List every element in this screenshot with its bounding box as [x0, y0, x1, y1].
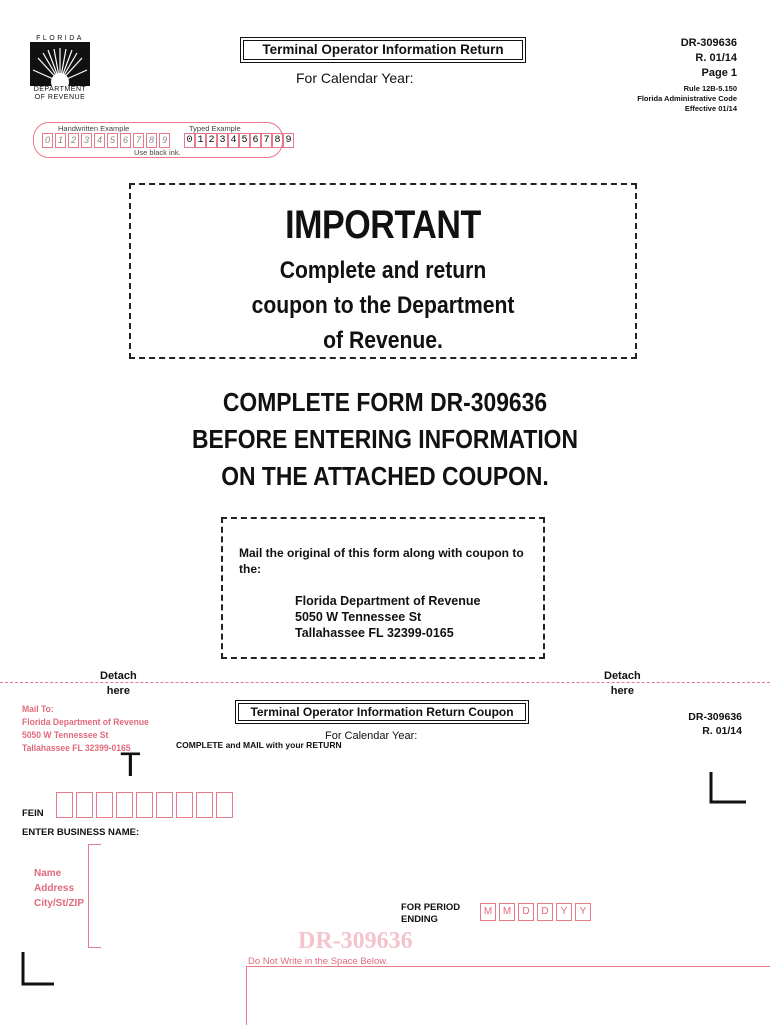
business-address-area[interactable]: [88, 844, 101, 948]
coupon-form-id: [688, 710, 742, 738]
typed-digit: 9: [283, 133, 294, 148]
fein-digit-box[interactable]: [216, 792, 233, 818]
coupon-complete-mail-note: COMPLETE and MAIL with your RETURN: [176, 740, 342, 750]
coupon-title: Terminal Operator Information Return Coupon: [235, 700, 529, 724]
important-notice-box: [129, 183, 637, 359]
complete-line: BEFORE ENTERING INFORMATION: [192, 424, 578, 454]
period-label-line: ENDING: [401, 914, 438, 925]
complete-line: COMPLETE FORM DR-309636: [222, 387, 548, 417]
address-label: Address: [34, 883, 75, 894]
important-line: Complete and return: [279, 257, 487, 284]
typed-digit: 6: [250, 133, 261, 148]
handwritten-example-label: Handwritten Example: [58, 124, 130, 133]
handwritten-digit: 5: [107, 133, 118, 148]
rule-block: [637, 84, 737, 114]
typed-digit: 0: [184, 133, 195, 148]
form-revision: R. 01/14: [695, 52, 737, 64]
logo-dept-line2: OF REVENUE: [34, 94, 86, 101]
typed-digit: 3: [217, 133, 228, 148]
period-box-month[interactable]: M: [499, 903, 515, 921]
coupon-form-number: DR-309636: [688, 711, 742, 723]
handwritten-digit: 6: [120, 133, 131, 148]
scan-mark-t: T: [120, 746, 141, 784]
page-number: Page 1: [701, 67, 737, 79]
typed-digits: [184, 133, 294, 148]
form-watermark: DR-309636: [298, 928, 413, 954]
typed-digit: 4: [228, 133, 239, 148]
period-box-day[interactable]: D: [537, 903, 553, 921]
fein-input[interactable]: [56, 792, 236, 818]
sunburst-icon: [30, 42, 90, 86]
address-labels: [34, 866, 84, 911]
typed-digit: 1: [195, 133, 206, 148]
typed-example-label: Typed Example: [189, 124, 241, 133]
period-box-year[interactable]: Y: [556, 903, 572, 921]
coupon-calendar-year-label: For Calendar Year:: [325, 730, 418, 742]
address-line: Florida Department of Revenue: [295, 594, 481, 608]
detach-here-left: [100, 669, 137, 699]
florida-dor-logo: [30, 35, 90, 102]
office-use-area: [246, 966, 770, 1025]
detach-word: Detach: [604, 670, 641, 682]
fein-digit-box[interactable]: [76, 792, 93, 818]
form-title: Terminal Operator Information Return: [240, 37, 526, 63]
detach-word: Detach: [100, 670, 137, 682]
period-box-month[interactable]: M: [480, 903, 496, 921]
fein-digit-box[interactable]: [156, 792, 173, 818]
typed-digit: 5: [239, 133, 250, 148]
address-line: Tallahassee FL 32399-0165: [295, 626, 454, 640]
mailing-intro: Mail the original of this form along with coupon to the:: [239, 546, 524, 576]
mail-to-label: Mail To:: [22, 704, 54, 715]
logo-state-text: FLORIDA: [36, 35, 84, 42]
do-not-write-label: Do Not Write in the Space Below.: [248, 956, 389, 967]
typed-digit: 7: [261, 133, 272, 148]
typed-digit: 8: [272, 133, 283, 148]
period-ending-label: [401, 902, 460, 926]
handwritten-digit: 7: [133, 133, 144, 148]
mailing-instructions-box: [221, 517, 545, 659]
important-line: coupon to the Department: [251, 292, 515, 319]
detach-cut-line: [0, 682, 770, 683]
period-box-day[interactable]: D: [518, 903, 534, 921]
admin-code: Florida Administrative Code: [637, 94, 737, 103]
fein-digit-box[interactable]: [136, 792, 153, 818]
calendar-year-label: For Calendar Year:: [296, 70, 414, 86]
handwritten-digit: 3: [81, 133, 92, 148]
complete-line: ON THE ATTACHED COUPON.: [221, 461, 549, 491]
address-line: 5050 W Tennessee St: [295, 610, 422, 624]
handwritten-digit: 2: [68, 133, 79, 148]
handwritten-digit: 0: [42, 133, 53, 148]
rule-number: Rule 12B-5.150: [683, 84, 737, 93]
corner-mark-left: [20, 952, 56, 988]
fein-digit-box[interactable]: [196, 792, 213, 818]
fein-label: FEIN: [22, 808, 44, 819]
business-name-label: ENTER BUSINESS NAME:: [22, 827, 140, 838]
fein-digit-box[interactable]: [116, 792, 133, 818]
mail-to-line: Florida Department of Revenue: [22, 717, 149, 728]
important-line: of Revenue.: [323, 327, 443, 354]
handwritten-digit: 8: [146, 133, 157, 148]
important-text: [161, 253, 605, 358]
important-title: IMPORTANT: [285, 203, 481, 247]
mailing-address: [295, 593, 480, 641]
period-box-year[interactable]: Y: [575, 903, 591, 921]
fein-digit-box[interactable]: [176, 792, 193, 818]
handwritten-digit: 1: [55, 133, 66, 148]
handwritten-digit: 4: [94, 133, 105, 148]
logo-dept-line1: DEPARTMENT: [33, 86, 87, 93]
typed-digit: 2: [206, 133, 217, 148]
here-word: here: [610, 685, 634, 697]
fein-digit-box[interactable]: [96, 792, 113, 818]
detach-here-right: [604, 669, 641, 699]
coupon-revision: R. 01/14: [702, 725, 742, 737]
form-id-block: [681, 36, 737, 81]
mail-to-line: 5050 W Tennessee St: [22, 730, 109, 741]
form-number: DR-309636: [680, 37, 737, 49]
period-label-line: FOR PERIOD: [401, 902, 461, 913]
ink-note: Use black ink.: [134, 148, 181, 157]
fein-digit-box[interactable]: [56, 792, 73, 818]
digit-sample-box: [33, 122, 292, 158]
city-label: City/St/ZIP: [34, 898, 85, 909]
handwritten-digit: 9: [159, 133, 170, 148]
corner-mark-right: [708, 772, 748, 806]
effective-date: Effective 01/14: [684, 104, 737, 113]
handwritten-digits: [42, 133, 172, 148]
period-ending-input[interactable]: [480, 903, 594, 921]
name-label: Name: [34, 868, 62, 879]
mail-to-line: Tallahassee FL 32399-0165: [22, 743, 131, 754]
here-word: here: [106, 685, 130, 697]
complete-form-notice: [46, 384, 724, 495]
